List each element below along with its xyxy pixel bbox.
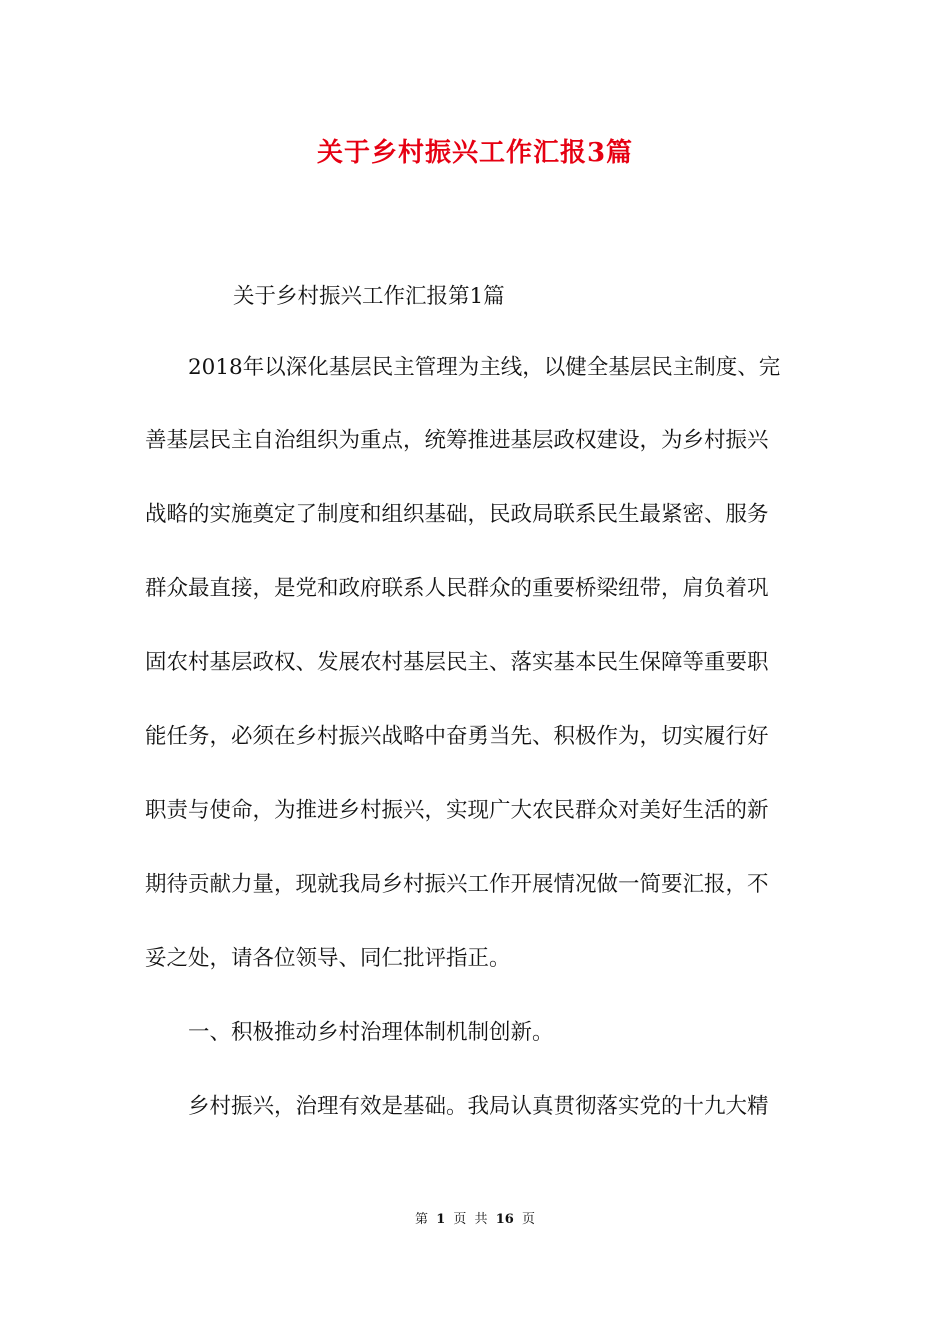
footer-mid1: 页 [453, 1212, 467, 1227]
paragraph-line: 妥之处，请各位领导、同仁批评指正。 [145, 946, 511, 971]
footer-mid2: 共 [474, 1212, 488, 1227]
paragraph-line: 2018年以深化基层民主管理为主线，以健全基层民主制度、完 [188, 355, 781, 380]
document-title: 关于乡村振兴工作汇报3篇 [316, 138, 634, 168]
paragraph-line: 战略的实施奠定了制度和组织基础，民政局联系民生最紧密、服务 [145, 502, 769, 527]
subtitle: 关于乡村振兴工作汇报第1篇 [233, 284, 505, 309]
paragraph-line: 群众最直接，是党和政府联系人民群众的重要桥梁纽带，肩负着巩 [145, 576, 769, 601]
footer-suffix: 页 [521, 1212, 535, 1227]
paragraph-line: 期待贡献力量，现就我局乡村振兴工作开展情况做一简要汇报，不 [145, 872, 769, 897]
paragraph-line: 善基层民主自治组织为重点，统筹推进基层政权建设，为乡村振兴 [145, 428, 769, 453]
footer-prefix: 第 [415, 1212, 429, 1227]
footer-total-pages: 16 [495, 1212, 514, 1227]
paragraph-line: 职责与使命，为推进乡村振兴，实现广大农民群众对美好生活的新 [145, 798, 769, 823]
page-footer [0, 1208, 950, 1227]
paragraph-line: 乡村振兴，治理有效是基础。我局认真贯彻落实党的十九大精 [188, 1094, 769, 1119]
paragraph-line: 能任务，必须在乡村振兴战略中奋勇当先、积极作为，切实履行好 [145, 724, 769, 749]
section-heading: 一、积极推动乡村治理体制机制创新。 [188, 1020, 554, 1045]
footer-current-page: 1 [436, 1212, 446, 1227]
paragraph-line: 固农村基层政权、发展农村基层民主、落实基本民生保障等重要职 [145, 650, 769, 675]
